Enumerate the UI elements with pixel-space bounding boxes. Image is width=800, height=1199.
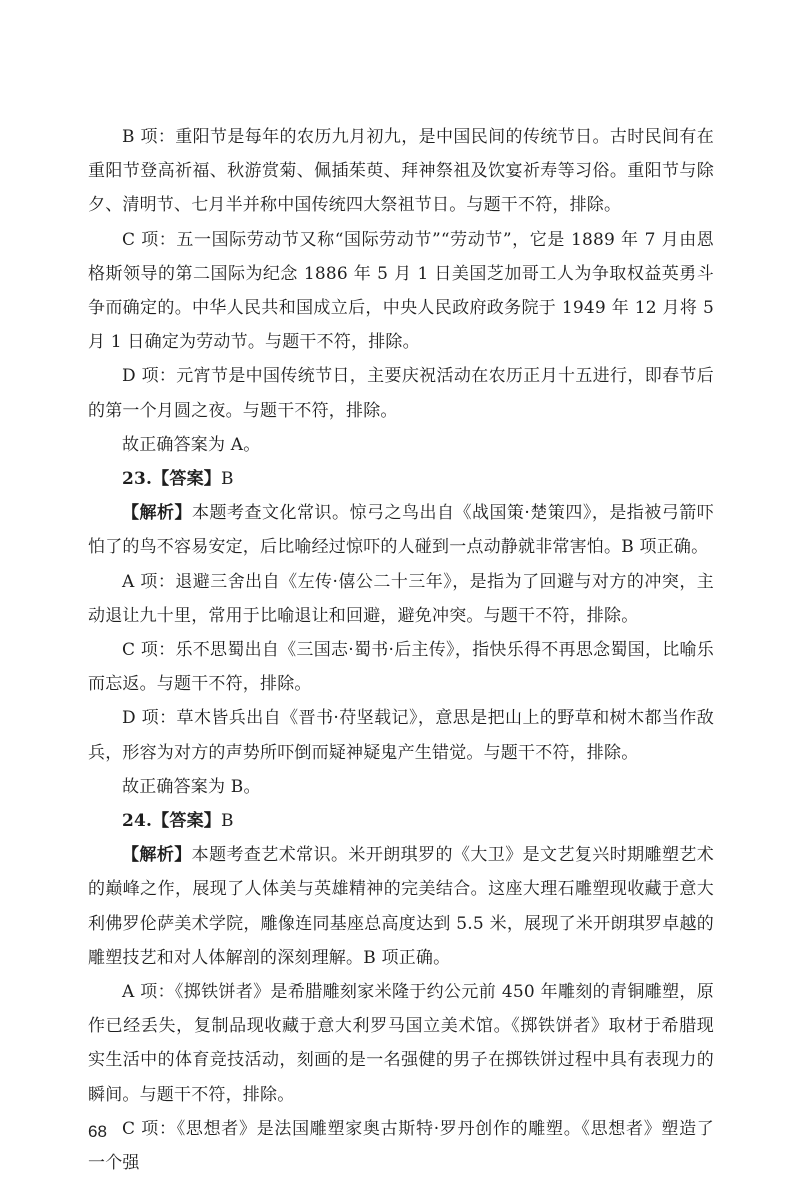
paragraph-answer-conclusion-23: 故正确答案为 B。 — [122, 776, 261, 797]
analysis-23: 【解析】本题考查文化常识。惊弓之鸟出自《战国策·楚策四》，是指被弓箭吓怕了的鸟不容易安定，后比喻经过惊吓的人碰到一点动静就非常害怕。B 项正确。 — [88, 503, 714, 558]
answer-heading-23: 23.【答案】B — [122, 469, 234, 490]
paragraph-a-option-tuibi: A 项：退避三舍出自《左传·僖公二十三年》，是指为了回避与对方的冲突，主动退让九十里，常用于比喻退让和回避，避免冲突。与题干不符，排除。 — [88, 571, 714, 626]
page-body — [88, 120, 714, 1180]
paragraph-c-option-labor-day: C 项：五一国际劳动节又称“国际劳动节”“劳动节”，它是 1889 年 7 月由恩格斯领导的第二国际为纪念 1886 年 5 月 1 日美国芝加哥工人为争取权益英勇斗争而确定的。中华人民共和国成立后，中央人民政府政务院于 1949 年 12 月将 5 月 1 日确定为劳动节。与题干不符，排除。 — [88, 229, 714, 353]
paragraph-d-option-caomu: D 项：草木皆兵出自《晋书·苻坚载记》，意思是把山上的野草和树木都当作敌兵，形容为对方的声势所吓倒而疑神疑鬼产生错觉。与题干不符，排除。 — [88, 708, 714, 763]
paragraph-answer-conclusion-22: 故正确答案为 A。 — [122, 434, 261, 455]
paragraph-d-option-lantern: D 项：元宵节是中国传统节日，主要庆祝活动在农历正月十五进行，即春节后的第一个月圆之夜。与题干不符，排除。 — [88, 366, 714, 421]
paragraph-a-option-discobolus: A 项：《掷铁饼者》是希腊雕刻家米隆于约公元前 450 年雕刻的青铜雕塑，原作已经丢失，复制品现收藏于意大利罗马国立美术馆。《掷铁饼者》取材于希腊现实生活中的体育竞技活动，刻画的是一名强健的男子在掷铁饼过程中具有表现力的瞬间。与题干不符，排除。 — [88, 982, 714, 1105]
analysis-label-23: 【解析】 — [122, 503, 192, 524]
answer-heading-24: 24.【答案】B — [122, 811, 234, 832]
paragraph-b-option-chongyang: B 项：重阳节是每年的农历九月初九，是中国民间的传统节日。古时民间有在重阳节登高祈福、秋游赏菊、佩插茱萸、拜神祭祖及饮宴祈寿等习俗。重阳节与除夕、清明节、七月半并称中国传统四大祭祖节日。与题干不符，排除。 — [88, 127, 714, 216]
analysis-24: 【解析】本题考查艺术常识。米开朗琪罗的《大卫》是文艺复兴时期雕塑艺术的巅峰之作，展现了人体美与英雄精神的完美结合。这座大理石雕塑现收藏于意大利佛罗伦萨美术学院，雕像连同基座总高度达到 5.5 米，展现了米开朗琪罗卓越的雕塑技艺和对人体解剖的深刻理解。B 项正确。 — [88, 845, 714, 968]
paragraph-c-option-lebusishu: C 项：乐不思蜀出自《三国志·蜀书·后主传》，指快乐得不再思念蜀国，比喻乐而忘返。与题干不符，排除。 — [88, 640, 714, 695]
answer-label-24: 24.【答案】 — [122, 811, 221, 832]
analysis-label-24: 【解析】 — [122, 845, 192, 866]
paragraph-c-option-thinker: C 项：《思想者》是法国雕塑家奥古斯特·罗丹创作的雕塑。《思想者》塑造了一个强 — [88, 1118, 714, 1174]
answer-label-23: 23.【答案】 — [122, 469, 221, 490]
page-number: 68 — [88, 1122, 107, 1141]
